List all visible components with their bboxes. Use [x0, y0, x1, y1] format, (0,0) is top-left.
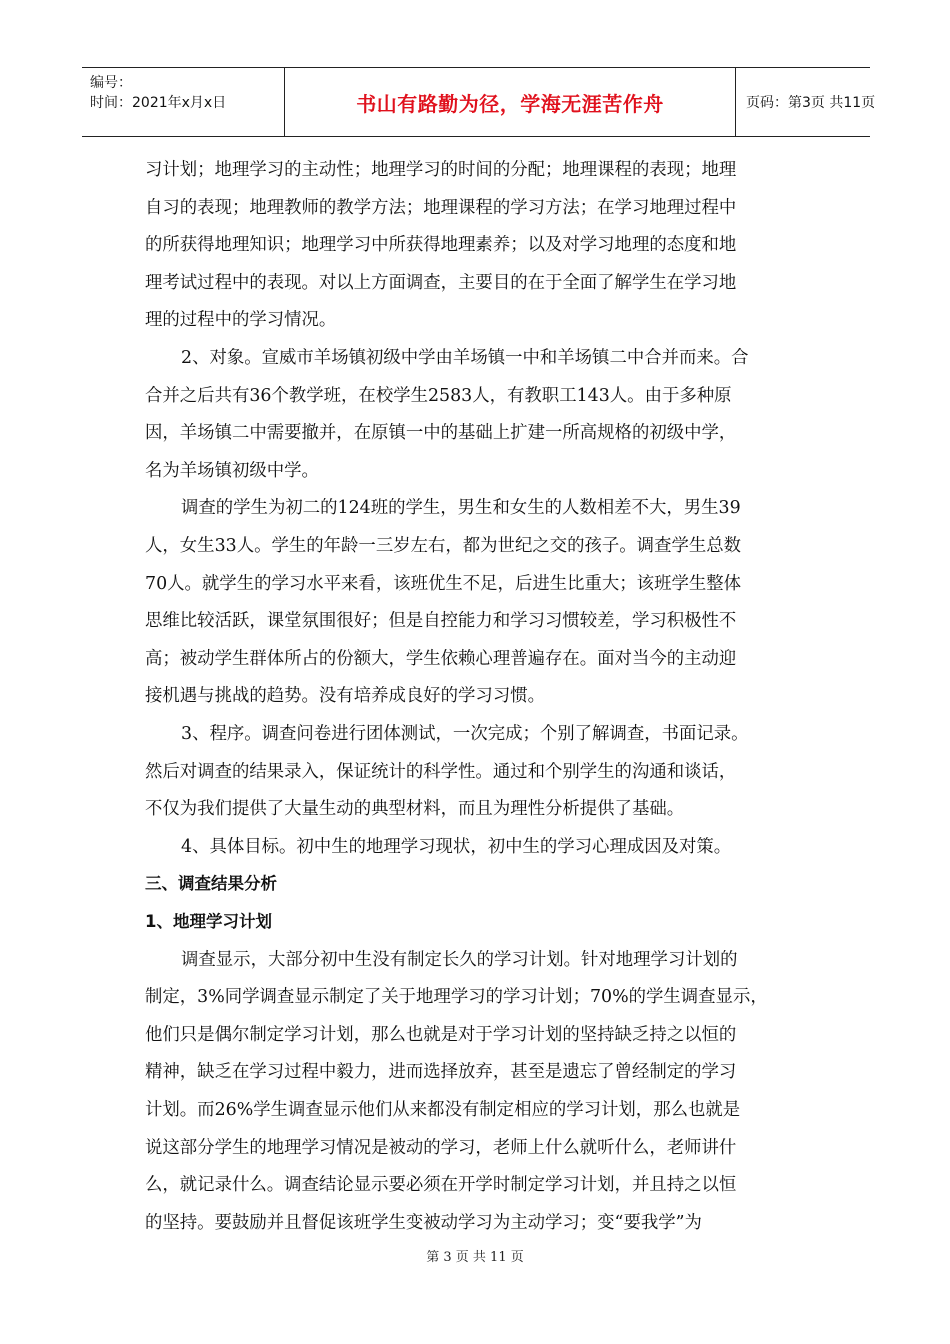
body-text-line: 合并之后共有36个教学班，在校学生2583人，有教职工143人。由于多种原 — [145, 385, 732, 406]
body-text-line: 的坚持。要鼓励并且督促该班学生变被动学习为主动学习；变“要我学”为 — [145, 1212, 702, 1233]
page-footer: 第 3 页 共 11 页 — [426, 1250, 524, 1265]
body-text-line: 制定，3%同学调查显示制定了关于地理学习的学习计划；70%的学生调查显示， — [145, 987, 768, 1008]
page-header — [82, 67, 876, 137]
header-page-info: 页码：第3页 共11页 — [746, 95, 876, 111]
body-text-line: 70人。就学生的学习水平来看，该班优生不足，后进生比重大；该班学生整体 — [145, 573, 742, 594]
body-text-line: 精神，缺乏在学习过程中毅力，进而选择放弃，甚至是遗忘了曾经制定的学习 — [145, 1062, 737, 1083]
document-number-label: 编号： — [90, 75, 132, 91]
body-text-line: 3、程序。调查问卷进行团体测试，一次完成；个别了解调查，书面记录。 — [181, 724, 749, 744]
body-text-line: 理考试过程中的表现。对以上方面调查，主要目的在于全面了解学生在学习地 — [145, 272, 737, 293]
body-text-line: 高；被动学生群体所占的份额大，学生依赖心理普遍存在。面对当今的主动迎 — [145, 648, 737, 669]
body-text-line: 4、具体目标。初中生的地理学习现状，初中生的学习心理成因及对策。 — [181, 836, 732, 857]
body-text-line: 因，羊场镇二中需要撤并，在原镇一中的基础上扩建一所高规格的初级中学， — [145, 423, 737, 444]
body-text-line: 人，女生33人。学生的年龄一三岁左右，都为世纪之交的孩子。调查学生总数 — [145, 536, 742, 556]
body-text-line: 调查显示，大部分初中生没有制定长久的学习计划。针对地理学习计划的 — [181, 949, 738, 970]
body-text-line: 名为羊场镇初级中学。 — [145, 460, 319, 481]
body-text-line: 理的过程中的学习情况。 — [145, 310, 337, 331]
document-date-label: 时间：2021年x月x日 — [90, 95, 227, 111]
body-text-line: 然后对调查的结果录入，保证统计的科学性。通过和个别学生的沟通和谈话， — [145, 761, 737, 782]
body-text-line: 接机遇与挑战的趋势。没有培养成良好的学习习惯。 — [145, 686, 545, 707]
body-text-line: 2、对象。宣威市羊场镇初级中学由羊场镇一中和羊场镇二中合并而来。合 — [181, 348, 749, 368]
header-motto: 书山有路勤为径，学海无涯苦作舟 — [356, 91, 664, 116]
section-heading: 三、调查结果分析 — [145, 874, 277, 894]
body-text-line: 说这部分学生的地理学习情况是被动的学习，老师上什么就听什么，老师讲什 — [145, 1137, 737, 1158]
body-text-line: 他们只是偶尔制定学习计划，那么也就是对于学习计划的坚持缺乏持之以恒的 — [145, 1024, 737, 1045]
body-text-line: 调查的学生为初二的124班的学生，男生和女生的人数相差不大，男生39 — [181, 498, 741, 519]
section-heading: 1、地理学习计划 — [145, 912, 272, 931]
header-motto-cell — [285, 68, 736, 136]
body-text-line: 思维比较活跃，课堂氛围很好；但是自控能力和学习习惯较差，学习积极性不 — [145, 611, 737, 632]
body-text-line: 习计划；地理学习的主动性；地理学习的时间的分配；地理课程的表现；地理 — [145, 160, 737, 180]
body-text-line: 么，就记录什么。调查结论显示要必须在开学时制定学习计划，并且持之以恒 — [145, 1175, 737, 1196]
body-text-line: 自习的表现；地理教师的教学方法；地理课程的学习方法；在学习地理过程中 — [145, 197, 737, 218]
body-text-line: 不仅为我们提供了大量生动的典型材料，而且为理性分析提供了基础。 — [145, 799, 685, 820]
header-meta — [82, 68, 285, 136]
header-page-cell — [736, 68, 876, 136]
body-text-line: 计划。而26%学生调查显示他们从来都没有制定相应的学习计划，那么也就是 — [145, 1100, 741, 1120]
body-text-line: 的所获得地理知识；地理学习中所获得地理素养；以及对学习地理的态度和地 — [145, 235, 737, 256]
